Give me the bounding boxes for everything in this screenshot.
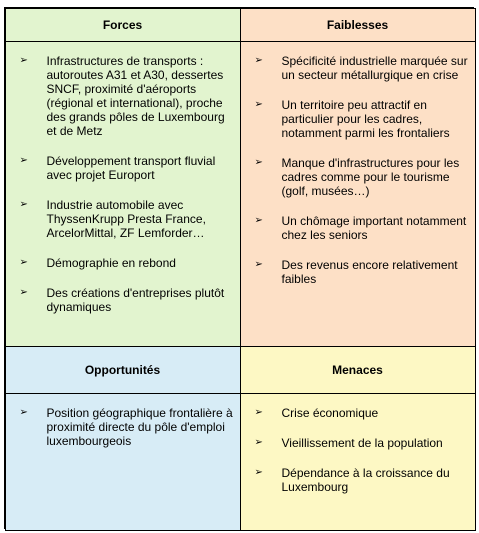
forces-item-text: Développement transport fluvial avec projet Europort (46, 153, 216, 182)
menaces-header: Menaces (240, 346, 476, 394)
forces-item-text: Démographie en rebond (46, 255, 176, 270)
menaces-list (241, 394, 475, 494)
arrow-bullet-icon: ➢ (254, 436, 263, 448)
faiblesses-item-text: Manque d'infrastructures pour les cadres comme pour le tourisme (golf, musées…) (281, 155, 460, 198)
faiblesses-item (247, 258, 469, 286)
forces-header: Forces (5, 8, 241, 42)
forces-item (12, 286, 234, 314)
faiblesses-item-text: Des revenus encore relativement faibles (281, 257, 458, 286)
arrow-bullet-icon: ➢ (19, 154, 28, 166)
faiblesses-item (247, 98, 469, 140)
forces-item-text: Industrie automobile avec ThyssenKrupp Presta France, ArcelorMittal, ZF Lemforder… (46, 197, 206, 240)
opportunites-list (6, 394, 240, 448)
arrow-bullet-icon: ➢ (254, 54, 263, 66)
faiblesses-item (247, 54, 469, 82)
faiblesses-list (241, 42, 475, 286)
swot-table (4, 7, 474, 529)
menaces-cell (240, 393, 476, 531)
forces-cell (5, 41, 241, 347)
forces-list (6, 42, 240, 314)
faiblesses-item-text: Un chômage important notamment chez les seniors (281, 213, 467, 242)
forces-item-text: Infrastructures de transports : autoroutes A31 et A30, dessertes SNCF, proximité d'aéroports (régional et international), proche des grands pôles de Luxembourg et de Metz (46, 53, 225, 138)
opportunites-cell (5, 393, 241, 531)
menaces-item-text: Crise économique (281, 405, 379, 420)
arrow-bullet-icon: ➢ (19, 54, 28, 66)
arrow-bullet-icon: ➢ (19, 406, 28, 418)
menaces-item-text: Vieillissement de la population (281, 435, 443, 450)
arrow-bullet-icon: ➢ (254, 258, 263, 270)
opportunites-header: Opportunités (5, 346, 241, 394)
opportunites-item (12, 406, 234, 448)
arrow-bullet-icon: ➢ (254, 156, 263, 168)
arrow-bullet-icon: ➢ (254, 406, 263, 418)
arrow-bullet-icon: ➢ (19, 256, 28, 268)
faiblesses-item-text: Spécificité industrielle marquée sur un secteur métallurgique en crise (281, 53, 468, 82)
arrow-bullet-icon: ➢ (254, 466, 263, 478)
menaces-item (247, 406, 469, 420)
menaces-item (247, 436, 469, 450)
forces-item (12, 154, 234, 182)
arrow-bullet-icon: ➢ (254, 214, 263, 226)
faiblesses-item (247, 156, 469, 198)
forces-item-text: Des créations d'entreprises plutôt dynamiques (46, 285, 225, 314)
forces-item (12, 256, 234, 270)
faiblesses-header: Faiblesses (240, 8, 476, 42)
faiblesses-item-text: Un territoire peu attractif en particulier pour les cadres, notamment parmi les frontaliers (281, 97, 450, 140)
menaces-item (247, 466, 469, 494)
forces-item (12, 198, 234, 240)
opportunites-item-text: Position géographique frontalière à proximité directe du pôle d'emploi luxembourgeois (46, 405, 233, 448)
forces-item (12, 54, 234, 138)
faiblesses-item (247, 214, 469, 242)
arrow-bullet-icon: ➢ (254, 98, 263, 110)
arrow-bullet-icon: ➢ (19, 198, 28, 210)
faiblesses-cell (240, 41, 476, 347)
arrow-bullet-icon: ➢ (19, 286, 28, 298)
menaces-item-text: Dépendance à la croissance du Luxembourg (281, 465, 450, 494)
